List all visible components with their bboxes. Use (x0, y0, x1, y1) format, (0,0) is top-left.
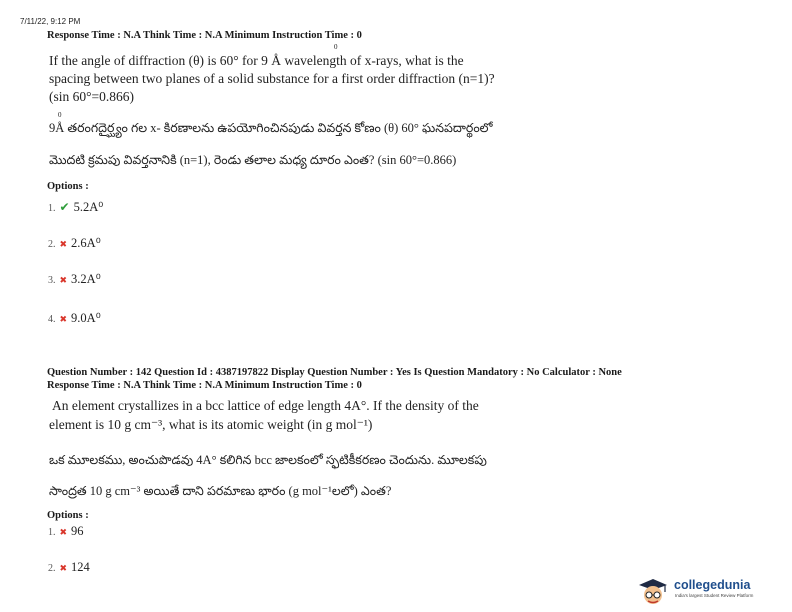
q2-meta-response: Response Time : N.A Think Time : N.A Minimum Instruction Time : 0 (47, 380, 362, 391)
q2-meta: Question Number : 142 Question Id : 4387197822 Display Question Number : Yes Is Question Mandatory : No Calculator : None (47, 367, 622, 378)
q2-option-1 (48, 522, 84, 540)
q2-text-te-line2: సాంద్రత 10 g cm⁻³ అయితే దాని పరమాణు భారం (g mol⁻¹లలో) ఎంత? (49, 484, 392, 498)
option-number: 2. (48, 239, 56, 250)
q2-options-label: Options : (47, 510, 89, 521)
angstrom-ring-mark: 0 (334, 43, 338, 51)
q1-text-te-line1: 9Å తరంగదైర్ఘ్యం గల x- కిరణాలను ఉపయోగించినపుడు వివర్తన కోణం (θ) 60° ఘనపదార్థంలో (49, 121, 493, 135)
option-text: 3.2A⁰ (71, 272, 101, 286)
option-text: 5.2A⁰ (73, 200, 104, 214)
q1-option-2 (48, 234, 101, 252)
option-number: 1. (48, 203, 56, 214)
option-text: 124 (71, 560, 90, 574)
check-icon: ✔ (59, 200, 70, 214)
option-number: 3. (48, 275, 56, 286)
option-number: 4. (48, 314, 56, 325)
q2-option-2 (48, 558, 90, 576)
q2-text-en-line1: An element crystallizes in a bcc lattice of edge length 4A°. If the density of the (52, 398, 479, 413)
graduate-mascot-icon (636, 577, 670, 605)
collegedunia-logo (634, 576, 784, 606)
q1-option-3 (48, 270, 101, 288)
q1-text-te-line2: మొదటి క్రమపు వివర్తనానికి (n=1), రెండు తలాల మధ్య దూరం ఎంత? (sin 60°=0.866) (49, 153, 457, 167)
brand-name: collegedunia (674, 578, 751, 592)
q1-options-label: Options : (47, 181, 89, 192)
cross-icon: ✖ (59, 240, 68, 250)
q1-option-1 (48, 198, 103, 216)
q1-text-en-line1: If the angle of diffraction (θ) is 60° for 9 Å wavelength of x-rays, what is the (49, 53, 464, 68)
option-number: 2. (48, 563, 56, 574)
q1-text-en-line2: spacing between two planes of a solid substance for a first order diffraction (n=1)? (49, 71, 495, 86)
print-timestamp: 7/11/22, 9:12 PM (20, 17, 81, 26)
option-text: 9.0A⁰ (71, 311, 101, 325)
option-number: 1. (48, 527, 56, 538)
cross-icon: ✖ (59, 564, 68, 574)
q1-option-4 (48, 309, 101, 327)
q1-meta: Response Time : N.A Think Time : N.A Minimum Instruction Time : 0 (47, 30, 362, 41)
option-text: 2.6A⁰ (71, 236, 101, 250)
option-text: 96 (71, 524, 84, 538)
q1-text-en-line3: (sin 60°=0.866) (49, 89, 135, 104)
q2-text-en-line2: element is 10 g cm⁻³, what is its atomic weight (in g mol⁻¹) (49, 417, 373, 432)
angstrom-ring-mark: 0 (58, 111, 62, 119)
brand-tagline: India's largest Student Review Platform (675, 593, 754, 598)
cross-icon: ✖ (59, 315, 68, 325)
cross-icon: ✖ (59, 276, 68, 286)
q2-text-te-line1: ఒక మూలకము, అంచుపొడవు 4A° కలిగిన bcc జాలకంలో స్ఫటికీకరణం చెందును. మూలకపు (49, 453, 487, 467)
cross-icon: ✖ (59, 528, 68, 538)
